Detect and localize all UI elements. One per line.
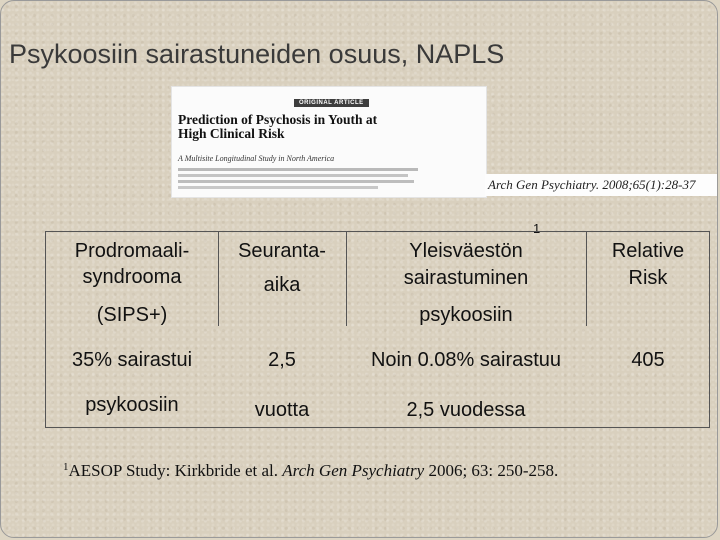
- footnote-marker-ref: 1: [533, 221, 541, 236]
- header-col4-line2: Risk: [628, 267, 668, 289]
- footnote: [63, 461, 558, 481]
- header-col4-line1: Relative: [611, 240, 685, 262]
- article-authors-blur: [178, 167, 428, 189]
- header-col1-line2: syndrooma: [82, 266, 182, 288]
- row-col2-line2: vuotta: [254, 399, 310, 421]
- comparison-table: [45, 231, 710, 428]
- header-col1-line1: Prodromaali-: [74, 240, 190, 262]
- article-title: Prediction of Psychosis in Youth at High Clinical Risk: [178, 112, 378, 141]
- row-col2-line1: 2,5: [268, 349, 296, 371]
- slide-title: Psykoosiin sairastuneiden osuus, NAPLS: [9, 39, 505, 69]
- header-col1-line3: (SIPS+): [96, 304, 168, 326]
- footnote-text: AESOP Study: Kirkbride et al.: [68, 461, 283, 480]
- article-snippet-image: [171, 86, 487, 198]
- header-col3-line2: sairastuminen: [403, 267, 529, 289]
- header-col2-line2: aika: [263, 274, 301, 296]
- article-citation: Arch Gen Psychiatry. 2008;65(1):28-37: [485, 174, 718, 196]
- footnote-journal: Arch Gen Psychiatry: [282, 461, 425, 480]
- header-col2-line1: Seuranta-: [238, 240, 326, 262]
- row-col1-line2: psykoosiin: [85, 394, 179, 416]
- row-col3-line2: 2,5 vuodessa: [406, 399, 526, 421]
- row-col4-value: 405: [631, 349, 665, 371]
- row-col1-line1: 35% sairastui: [71, 349, 193, 371]
- row-col3-line1: Noin 0.08% sairastuu: [370, 349, 562, 371]
- header-col3-line1: Yleisväestön: [409, 240, 523, 262]
- article-badge: ORIGINAL ARTICLE: [294, 99, 369, 107]
- article-subtitle: A Multisite Longitudinal Study in North America: [178, 154, 335, 163]
- header-col3-line3: psykoosiin: [419, 304, 513, 326]
- footnote-marker: 1: [63, 461, 69, 473]
- footnote-reference: 2006; 63: 250-258.: [424, 461, 559, 480]
